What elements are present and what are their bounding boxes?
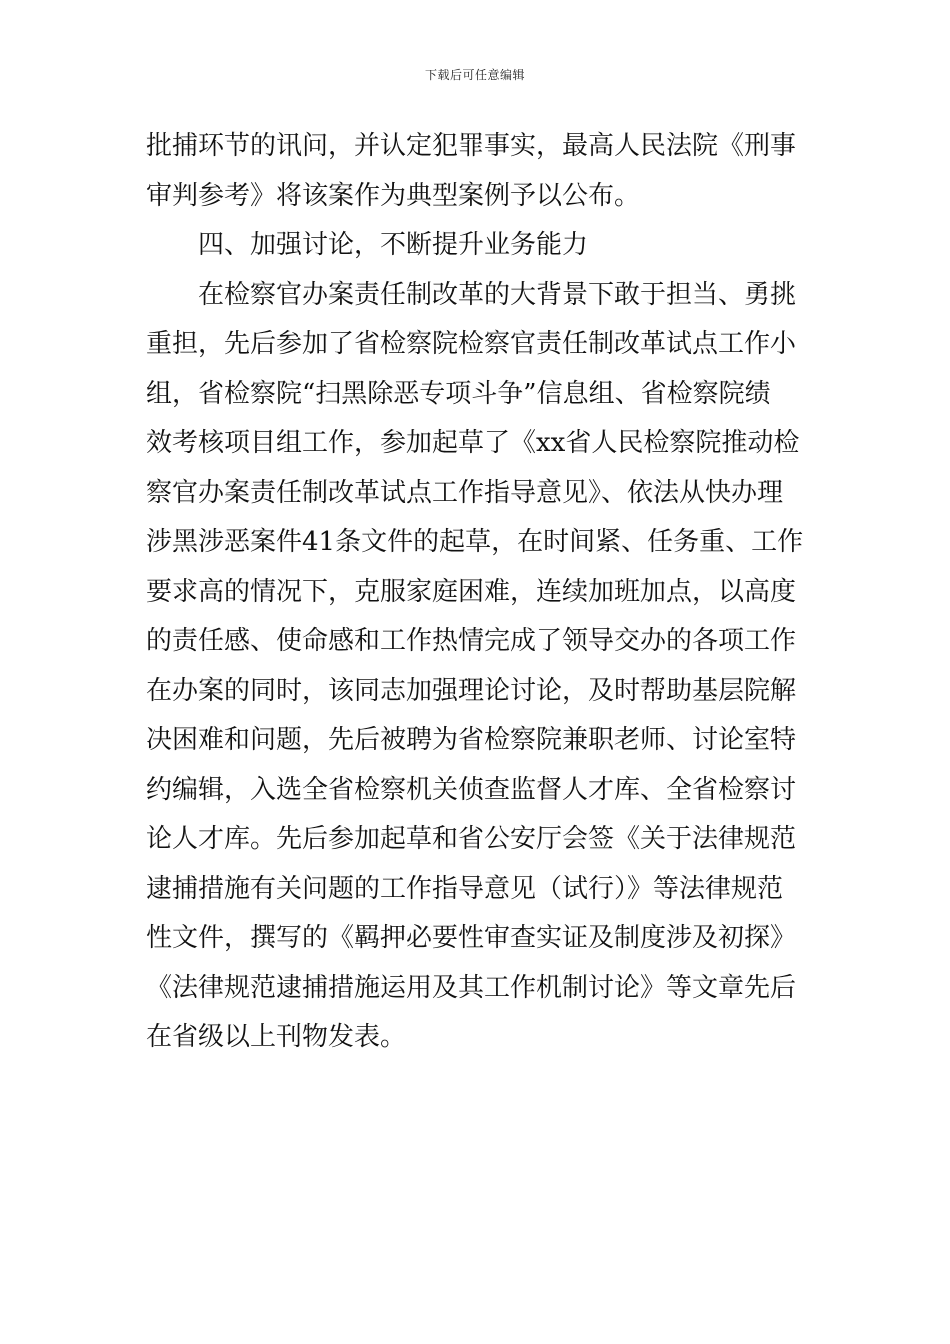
text-line: 涉黑涉恶案件41条文件的起草，在时间紧、任务重、工作 (146, 527, 804, 557)
text-line: 效考核项目组工作，参加起草了《xx省人民检察院推动检 (146, 428, 800, 458)
text-line: 性文件，撰写的《羁押必要性审查实证及制度涉及初探》 (146, 923, 797, 953)
text-line: 在办案的同时，该同志加强理论讨论，及时帮助基层院解 (146, 675, 797, 706)
text-line: 决困难和问题，先后被聘为省检察院兼职老师、讨论室特 (146, 725, 797, 755)
text-line: 组，省检察院“扫黑除恶专项斗争”信息组、省检察院绩 (146, 378, 771, 409)
text-line: 《法律规范逮捕措施运用及其工作机制讨论》等文章先后 (146, 972, 797, 1003)
text-line: 审判参考》将该案作为典型案例予以公布。 (146, 180, 641, 211)
text-line: 要求高的情况下，克服家庭困难，连续加班加点，以高度 (146, 576, 797, 607)
text-line: 察官办案责任制改革试点工作指导意见》、依法从快办理 (146, 477, 784, 508)
text-line: 逮捕措施有关问题的工作指导意见（试行）》等法律规范 (146, 873, 784, 904)
document-body (146, 122, 806, 1063)
text-line: 的责任感、使命感和工作热情完成了领导交办的各项工作 (146, 626, 797, 656)
text-line: 四、加强讨论，不断提升业务能力 (198, 230, 589, 260)
text-line: 批捕环节的讯问，并认定犯罪事实，最高人民法院《刑事 (146, 131, 797, 161)
text-line: 在检察官办案责任制改革的大背景下敢于担当、勇挑 (198, 279, 797, 310)
text-line: 重担，先后参加了省检察院检察官责任制改革试点工作小 (146, 329, 797, 359)
text-line: 在省级以上刊物发表。 (146, 1022, 407, 1052)
text-line: 约编辑，入选全省检察机关侦查监督人才库、全省检察讨 (146, 774, 797, 805)
text-line: 论人才库。先后参加起草和省公安厅会签《关于法律规范 (146, 824, 797, 854)
page-header: 下载后可任意编辑 (424, 68, 525, 82)
